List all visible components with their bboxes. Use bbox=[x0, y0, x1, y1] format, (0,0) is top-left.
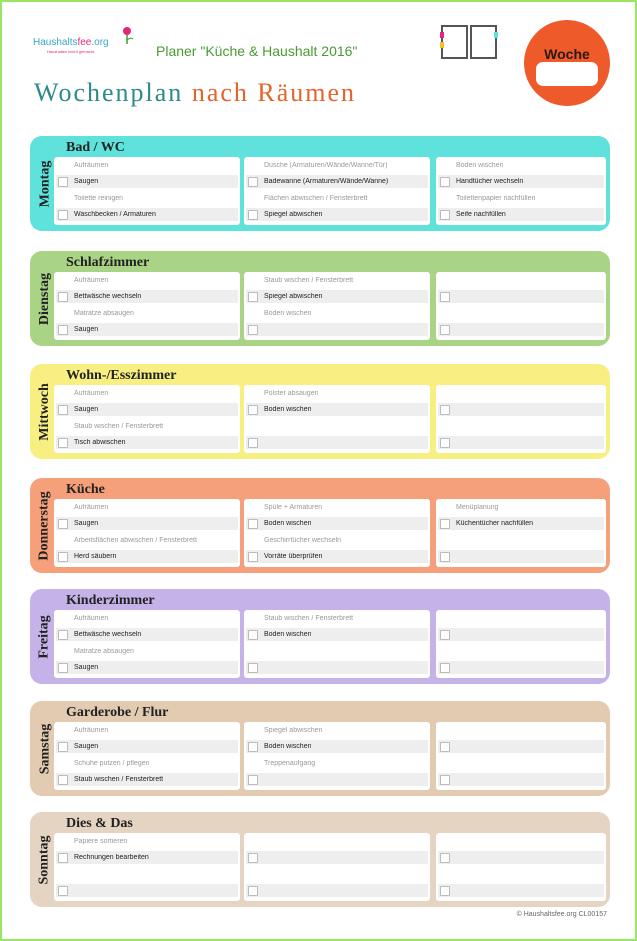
task-row bbox=[56, 868, 238, 881]
task-label: Aufräumen bbox=[74, 390, 109, 397]
task-column-1 bbox=[244, 157, 430, 225]
task-column-0 bbox=[54, 385, 240, 453]
task-row bbox=[246, 159, 428, 172]
task-label: Waschbecken / Armaturen bbox=[74, 211, 156, 218]
task-label: Spiegel abwischen bbox=[264, 211, 323, 218]
task-row bbox=[56, 192, 238, 205]
task-checkbox[interactable] bbox=[248, 775, 258, 785]
logo-fee: fee bbox=[77, 37, 92, 48]
room-title: Schlafzimmer bbox=[66, 255, 150, 270]
task-row bbox=[56, 835, 238, 848]
task-row bbox=[438, 387, 604, 400]
task-column-1 bbox=[244, 499, 430, 567]
task-row bbox=[438, 773, 604, 786]
day-name: Sonntag bbox=[37, 834, 52, 885]
task-row bbox=[246, 387, 428, 400]
task-label: Saugen bbox=[74, 664, 99, 671]
task-row bbox=[438, 757, 604, 770]
task-row bbox=[438, 550, 604, 563]
task-column-2 bbox=[436, 610, 606, 678]
task-checkbox[interactable] bbox=[248, 438, 258, 448]
task-row bbox=[56, 773, 238, 786]
task-checkbox[interactable] bbox=[58, 775, 68, 785]
task-row bbox=[56, 387, 238, 400]
task-row bbox=[438, 661, 604, 674]
task-column-2 bbox=[436, 385, 606, 453]
task-row bbox=[56, 403, 238, 416]
title-part2: nach Räumen bbox=[191, 78, 357, 107]
task-checkbox[interactable] bbox=[440, 210, 450, 220]
room-title: Dies & Das bbox=[66, 816, 133, 831]
task-checkbox[interactable] bbox=[58, 519, 68, 529]
task-row bbox=[438, 884, 604, 897]
task-checkbox[interactable] bbox=[58, 742, 68, 752]
task-checkbox[interactable] bbox=[58, 177, 68, 187]
week-number-badge bbox=[524, 20, 610, 106]
task-column-0 bbox=[54, 499, 240, 567]
task-row bbox=[246, 757, 428, 770]
task-row bbox=[438, 645, 604, 658]
task-label: Staub wischen / Fensterbrett bbox=[264, 277, 354, 284]
task-row bbox=[56, 159, 238, 172]
task-label: Dusche (Armaturen/Wände/Wanne/Tür) bbox=[264, 162, 388, 169]
task-column-0 bbox=[54, 610, 240, 678]
haushaltsfee-logo bbox=[33, 37, 109, 54]
task-checkbox[interactable] bbox=[440, 775, 450, 785]
task-checkbox[interactable] bbox=[440, 886, 450, 896]
task-row bbox=[246, 773, 428, 786]
task-checkbox[interactable] bbox=[248, 177, 258, 187]
woche-label: Woche bbox=[544, 46, 590, 62]
task-row bbox=[246, 740, 428, 753]
task-label: Spüle + Armaturen bbox=[264, 504, 323, 511]
task-label: Boden wischen bbox=[264, 310, 312, 317]
task-label: Saugen bbox=[74, 326, 99, 333]
task-label: Herd säubern bbox=[74, 553, 117, 560]
task-row bbox=[438, 534, 604, 547]
task-label: Aufräumen bbox=[74, 504, 109, 511]
task-row bbox=[438, 517, 604, 530]
task-checkbox[interactable] bbox=[248, 325, 258, 335]
task-label: Aufräumen bbox=[74, 615, 109, 622]
task-label: Saugen bbox=[74, 406, 99, 413]
task-row bbox=[56, 884, 238, 897]
task-row bbox=[56, 274, 238, 287]
task-checkbox[interactable] bbox=[58, 552, 68, 562]
task-row bbox=[438, 436, 604, 449]
task-checkbox[interactable] bbox=[248, 519, 258, 529]
footer-copyright: © Haushaltsfee.org CL00157 bbox=[516, 911, 607, 918]
task-label: Toilettenpapier nachfüllen bbox=[456, 195, 536, 202]
task-row bbox=[56, 724, 238, 737]
task-row bbox=[438, 192, 604, 205]
task-checkbox[interactable] bbox=[58, 405, 68, 415]
task-row bbox=[438, 724, 604, 737]
task-label: Flächen abwischen / Fensterbrett bbox=[264, 195, 368, 202]
task-label: Handtücher wechseln bbox=[456, 178, 524, 185]
task-row bbox=[246, 436, 428, 449]
logo-text bbox=[33, 37, 109, 48]
task-label: Saugen bbox=[74, 520, 99, 527]
task-checkbox[interactable] bbox=[248, 742, 258, 752]
task-row bbox=[246, 661, 428, 674]
task-label: Staub wischen / Fensterbrett bbox=[264, 615, 354, 622]
task-row bbox=[246, 517, 428, 530]
task-checkbox[interactable] bbox=[248, 853, 258, 863]
task-column-1 bbox=[244, 610, 430, 678]
task-column-1 bbox=[244, 385, 430, 453]
task-label: Aufräumen bbox=[74, 727, 109, 734]
task-label: Schuhe putzen / pflegen bbox=[74, 760, 150, 767]
task-column-0 bbox=[54, 272, 240, 340]
day-name: Dienstag bbox=[37, 272, 52, 325]
task-row bbox=[246, 307, 428, 320]
task-checkbox[interactable] bbox=[440, 630, 450, 640]
task-row bbox=[246, 612, 428, 625]
task-checkbox[interactable] bbox=[440, 325, 450, 335]
page-title bbox=[34, 78, 356, 108]
task-label: Badewanne (Armaturen/Wände/Wanne) bbox=[264, 178, 389, 185]
task-row bbox=[246, 534, 428, 547]
task-label: Staub wischen / Fensterbrett bbox=[74, 776, 164, 783]
room-title: Garderobe / Flur bbox=[66, 705, 169, 720]
task-column-2 bbox=[436, 722, 606, 790]
task-label: Bettwäsche wechseln bbox=[74, 293, 142, 300]
task-row bbox=[438, 274, 604, 287]
task-row bbox=[246, 851, 428, 864]
day-section-3 bbox=[30, 478, 610, 573]
task-checkbox[interactable] bbox=[58, 210, 68, 220]
task-label: Boden wischen bbox=[264, 406, 312, 413]
task-label: Geschirrtücher wechseln bbox=[264, 537, 342, 544]
task-label: Saugen bbox=[74, 743, 99, 750]
task-row bbox=[56, 645, 238, 658]
task-row bbox=[246, 501, 428, 514]
task-row bbox=[246, 274, 428, 287]
task-column-0 bbox=[54, 722, 240, 790]
task-column-2 bbox=[436, 157, 606, 225]
task-row bbox=[56, 436, 238, 449]
logo-tagline: Haushalten leicht gemacht bbox=[47, 49, 95, 54]
task-row bbox=[246, 724, 428, 737]
task-row bbox=[56, 661, 238, 674]
task-row bbox=[438, 628, 604, 641]
day-name: Donnerstag bbox=[37, 490, 53, 561]
task-checkbox[interactable] bbox=[440, 438, 450, 448]
task-row bbox=[438, 501, 604, 514]
task-label: Küchentücher nachfüllen bbox=[456, 520, 534, 527]
task-checkbox[interactable] bbox=[248, 210, 258, 220]
task-label: Boden wischen bbox=[264, 631, 312, 638]
day-name: Samstag bbox=[37, 723, 52, 774]
planer-title: Planer "Küche & Haushalt 2016" bbox=[156, 43, 358, 59]
task-row bbox=[56, 612, 238, 625]
task-row bbox=[56, 534, 238, 547]
task-row bbox=[56, 208, 238, 221]
task-checkbox[interactable] bbox=[248, 886, 258, 896]
flower-icon bbox=[119, 25, 135, 45]
task-label: Treppenaufgang bbox=[264, 760, 316, 767]
task-row bbox=[438, 403, 604, 416]
task-checkbox[interactable] bbox=[58, 663, 68, 673]
task-row bbox=[246, 323, 428, 336]
day-name: Mittwoch bbox=[37, 382, 53, 441]
task-label: Boden wischen bbox=[264, 743, 312, 750]
task-row bbox=[438, 612, 604, 625]
task-checkbox[interactable] bbox=[440, 853, 450, 863]
task-row bbox=[56, 501, 238, 514]
task-label: Aufräumen bbox=[74, 162, 109, 169]
task-row bbox=[246, 403, 428, 416]
task-checkbox[interactable] bbox=[440, 742, 450, 752]
task-row bbox=[246, 420, 428, 433]
task-row bbox=[56, 740, 238, 753]
task-column-2 bbox=[436, 499, 606, 567]
task-label: Matratze absaugen bbox=[74, 310, 134, 317]
task-column-1 bbox=[244, 833, 430, 901]
room-title: Küche bbox=[66, 482, 105, 497]
task-label: Boden wischen bbox=[456, 162, 504, 169]
task-row bbox=[56, 290, 238, 303]
logo-tld: .org bbox=[91, 37, 109, 48]
title-part1: Wochenplan bbox=[34, 78, 184, 107]
task-row bbox=[438, 159, 604, 172]
task-label: Staub wischen / Fensterbrett bbox=[74, 423, 164, 430]
task-checkbox[interactable] bbox=[248, 552, 258, 562]
task-checkbox[interactable] bbox=[58, 630, 68, 640]
task-checkbox[interactable] bbox=[58, 325, 68, 335]
task-checkbox[interactable] bbox=[58, 438, 68, 448]
task-column-0 bbox=[54, 833, 240, 901]
task-checkbox[interactable] bbox=[440, 552, 450, 562]
task-label: Bettwäsche wechseln bbox=[74, 631, 142, 638]
task-row bbox=[246, 884, 428, 897]
task-row bbox=[246, 192, 428, 205]
task-checkbox[interactable] bbox=[58, 853, 68, 863]
task-row bbox=[56, 517, 238, 530]
task-row bbox=[56, 550, 238, 563]
task-label: Vorräte überprüfen bbox=[264, 553, 323, 560]
task-label: Saugen bbox=[74, 178, 99, 185]
room-title: Wohn-/Esszimmer bbox=[66, 368, 177, 383]
task-checkbox[interactable] bbox=[440, 177, 450, 187]
task-row bbox=[438, 323, 604, 336]
task-label: Matratze absaugen bbox=[74, 648, 134, 655]
task-row bbox=[438, 420, 604, 433]
task-checkbox[interactable] bbox=[440, 292, 450, 302]
task-label: Arbeitsflächen abwischen / Fensterbrett bbox=[74, 537, 197, 544]
task-row bbox=[438, 208, 604, 221]
task-row bbox=[246, 868, 428, 881]
task-checkbox[interactable] bbox=[440, 663, 450, 673]
task-row bbox=[56, 757, 238, 770]
task-row bbox=[246, 645, 428, 658]
task-row bbox=[438, 851, 604, 864]
task-checkbox[interactable] bbox=[248, 630, 258, 640]
task-label: Boden wischen bbox=[264, 520, 312, 527]
task-row bbox=[246, 835, 428, 848]
task-column-2 bbox=[436, 833, 606, 901]
task-row bbox=[438, 175, 604, 188]
task-row bbox=[56, 628, 238, 641]
room-title: Bad / WC bbox=[66, 140, 125, 155]
task-row bbox=[246, 208, 428, 221]
day-section-6 bbox=[30, 812, 610, 907]
day-section-0 bbox=[30, 136, 610, 231]
day-section-5 bbox=[30, 701, 610, 796]
task-column-0 bbox=[54, 157, 240, 225]
task-row bbox=[56, 323, 238, 336]
task-row bbox=[56, 851, 238, 864]
task-label: Polster absaugen bbox=[264, 390, 319, 397]
task-label: Spiegel abwischen bbox=[264, 727, 323, 734]
task-row bbox=[56, 307, 238, 320]
task-checkbox[interactable] bbox=[248, 405, 258, 415]
task-label: Tisch abwischen bbox=[74, 439, 126, 446]
task-column-1 bbox=[244, 272, 430, 340]
task-checkbox[interactable] bbox=[248, 663, 258, 673]
task-label: Toilette reinigen bbox=[74, 195, 124, 202]
day-section-4 bbox=[30, 589, 610, 684]
task-label: Papiere sortieren bbox=[74, 838, 128, 845]
task-row bbox=[56, 175, 238, 188]
logo-main: Haushalts bbox=[33, 37, 78, 48]
day-section-2 bbox=[30, 364, 610, 459]
task-checkbox[interactable] bbox=[58, 292, 68, 302]
task-row bbox=[246, 290, 428, 303]
task-label: Spiegel abwischen bbox=[264, 293, 323, 300]
task-row bbox=[438, 835, 604, 848]
task-column-2 bbox=[436, 272, 606, 340]
task-row bbox=[438, 740, 604, 753]
task-label: Aufräumen bbox=[74, 277, 109, 284]
task-checkbox[interactable] bbox=[440, 405, 450, 415]
task-row bbox=[56, 420, 238, 433]
task-row bbox=[438, 307, 604, 320]
open-book-icon bbox=[440, 24, 498, 60]
week-number-field[interactable] bbox=[536, 62, 598, 86]
day-section-1 bbox=[30, 251, 610, 346]
task-row bbox=[438, 290, 604, 303]
task-checkbox[interactable] bbox=[248, 292, 258, 302]
task-row bbox=[438, 868, 604, 881]
room-title: Kinderzimmer bbox=[66, 593, 155, 608]
task-label: Seife nachfüllen bbox=[456, 211, 506, 218]
task-row bbox=[246, 628, 428, 641]
task-row bbox=[246, 550, 428, 563]
task-label: Rechnungen bearbeiten bbox=[74, 854, 149, 861]
day-name: Freitag bbox=[37, 614, 52, 659]
task-label: Menüplanung bbox=[456, 504, 499, 511]
task-row bbox=[246, 175, 428, 188]
task-checkbox[interactable] bbox=[58, 886, 68, 896]
day-name: Montag bbox=[37, 160, 53, 207]
task-column-1 bbox=[244, 722, 430, 790]
task-checkbox[interactable] bbox=[440, 519, 450, 529]
